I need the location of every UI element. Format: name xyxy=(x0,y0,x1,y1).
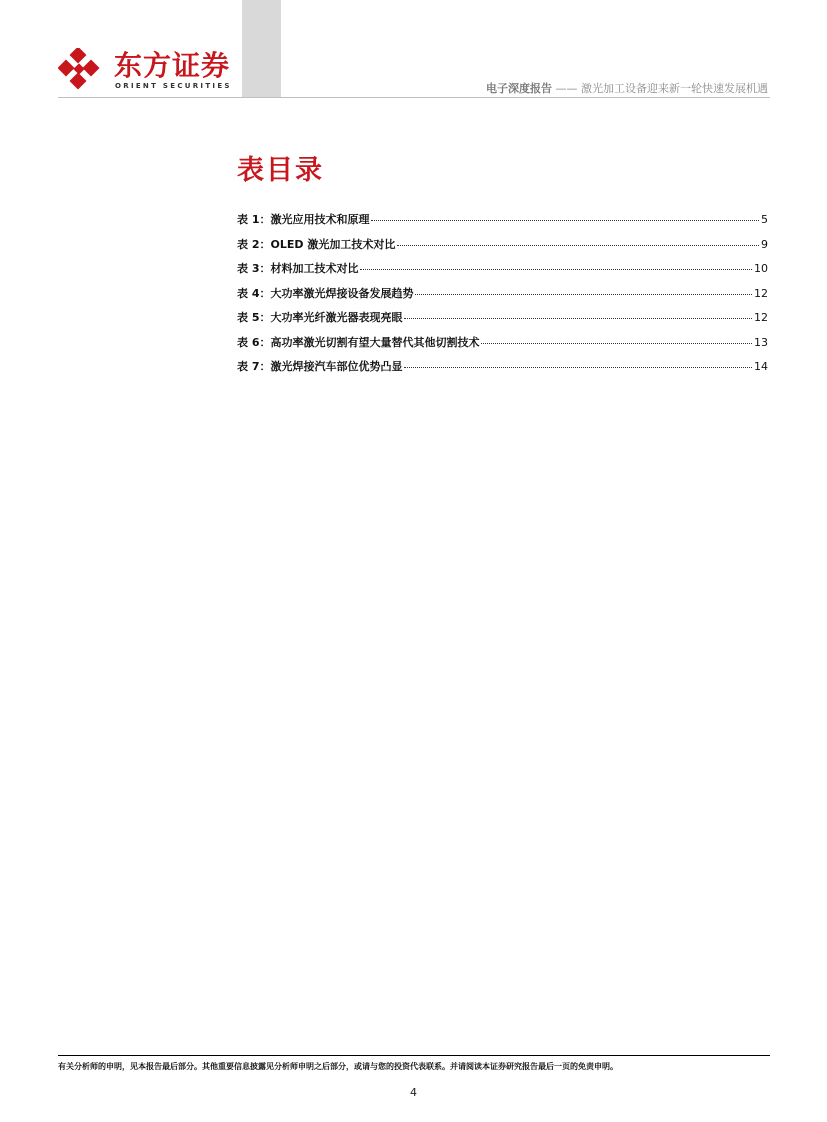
header-separator: —— xyxy=(555,82,578,95)
toc-leader-dots xyxy=(371,220,759,221)
page-number: 4 xyxy=(410,1086,417,1099)
toc-leader-dots xyxy=(397,245,759,246)
toc-entry[interactable] xyxy=(237,237,768,262)
toc-leader-dots xyxy=(415,294,752,295)
company-logo xyxy=(58,48,232,98)
toc-leader-dots xyxy=(360,269,752,270)
toc-entry-page: 12 xyxy=(754,286,768,300)
footer-disclaimer: 有关分析师的申明，见本报告最后部分。其他重要信息披露见分析师申明之后部分，或请与您的投资代表联系。并请阅读本证券研究报告最后一页的免责申明。 xyxy=(58,1062,618,1071)
toc-entry-page: 10 xyxy=(754,262,768,275)
table-of-tables-heading: 表目录 xyxy=(237,155,324,186)
toc-entry-page: 13 xyxy=(754,335,768,349)
toc-entry-label: 表 1：激光应用技术和原理 xyxy=(237,213,370,226)
logo-chinese-name: 东方证券 xyxy=(114,49,231,82)
toc-entry[interactable] xyxy=(237,261,768,286)
toc-entry-label: 表 3：材料加工技术对比 xyxy=(237,262,359,275)
toc-entry-page: 12 xyxy=(754,311,768,324)
logo-english-name: ORIENT SECURITIES xyxy=(115,82,232,90)
orient-securities-logo-icon xyxy=(58,48,106,94)
toc-entry-label: 表 5：大功率光纤激光器表现亮眼 xyxy=(237,311,403,324)
toc-leader-dots xyxy=(404,318,752,319)
toc-leader-dots xyxy=(404,367,752,368)
toc-entry-page: 14 xyxy=(754,360,768,373)
toc-entry-label: 表 2：OLED 激光加工技术对比 xyxy=(237,237,396,251)
toc-entry-label: 表 4：大功率激光焊接设备发展趋势 xyxy=(237,286,414,300)
toc-entry[interactable] xyxy=(237,310,768,335)
footer-divider xyxy=(58,1055,770,1056)
toc-entry[interactable] xyxy=(237,335,768,360)
header-divider xyxy=(58,97,770,98)
report-title: 激光加工设备迎来新一轮快速发展机遇 xyxy=(581,82,768,95)
toc-entry[interactable] xyxy=(237,286,768,311)
toc-entry[interactable] xyxy=(237,212,768,237)
header-accent-band xyxy=(242,0,281,97)
toc-entry-label: 表 7：激光焊接汽车部位优势凸显 xyxy=(237,360,403,373)
toc-entry[interactable] xyxy=(237,359,768,384)
toc-entry-page: 9 xyxy=(761,237,768,251)
toc-entry-page: 5 xyxy=(761,213,768,226)
report-header-title xyxy=(486,82,768,96)
report-type: 电子深度报告 xyxy=(486,82,552,95)
table-of-tables-list xyxy=(237,212,768,384)
toc-leader-dots xyxy=(481,343,752,344)
toc-entry-label: 表 6：高功率激光切割有望大量替代其他切割技术 xyxy=(237,335,480,349)
